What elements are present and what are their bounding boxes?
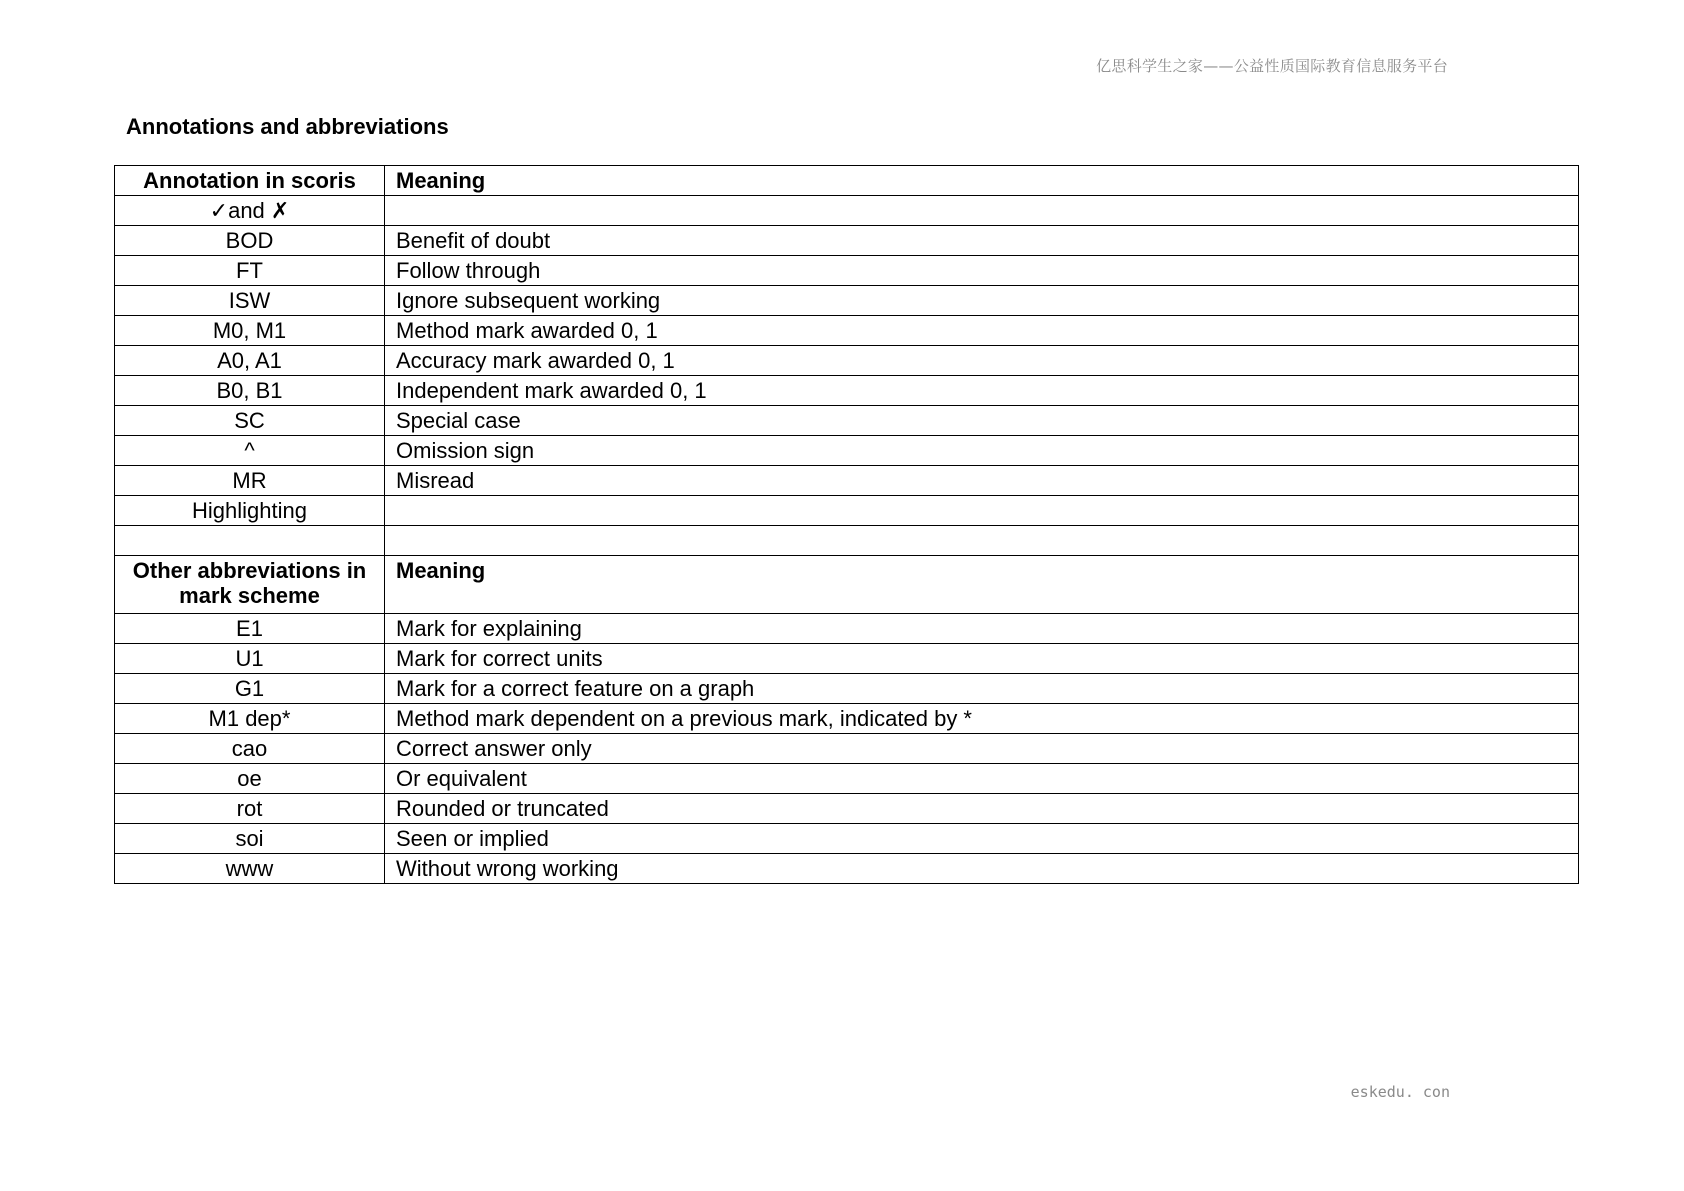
annotation-code: M0, M1 [115, 316, 385, 346]
abbreviation-meaning: Mark for correct units [385, 644, 1579, 674]
table-row [115, 764, 1579, 794]
abbreviation-code: oe [115, 764, 385, 794]
table-row-blank [115, 526, 1579, 556]
table-row [115, 316, 1579, 346]
annotation-meaning: Follow through [385, 256, 1579, 286]
abbreviation-meaning: Or equivalent [385, 764, 1579, 794]
annotation-code: B0, B1 [115, 376, 385, 406]
other-header-row [115, 556, 1579, 614]
table-row [115, 196, 1579, 226]
table-row [115, 704, 1579, 734]
table-row [115, 614, 1579, 644]
annotation-meaning: Benefit of doubt [385, 226, 1579, 256]
abbreviation-meaning: Seen or implied [385, 824, 1579, 854]
abbreviation-code: cao [115, 734, 385, 764]
annotation-meaning [385, 526, 1579, 556]
abbreviation-code: www [115, 854, 385, 884]
annotation-meaning: Special case [385, 406, 1579, 436]
annotation-code: MR [115, 466, 385, 496]
annotation-code: SC [115, 406, 385, 436]
abbreviation-meaning: Without wrong working [385, 854, 1579, 884]
page-title: Annotations and abbreviations [126, 114, 449, 139]
table-row [115, 644, 1579, 674]
abbreviations-table [114, 165, 1579, 884]
annotation-code: FT [115, 256, 385, 286]
abbreviation-meaning: Mark for a correct feature on a graph [385, 674, 1579, 704]
annotation-code: ISW [115, 286, 385, 316]
annotation-meaning: Independent mark awarded 0, 1 [385, 376, 1579, 406]
abbreviation-code: G1 [115, 674, 385, 704]
table-row [115, 286, 1579, 316]
abbreviation-code: rot [115, 794, 385, 824]
annotation-meaning: Ignore subsequent working [385, 286, 1579, 316]
header-other-abbreviations [115, 556, 385, 614]
footer-watermark: eskedu. con [1350, 1083, 1450, 1101]
abbreviation-code: soi [115, 824, 385, 854]
table-row [115, 466, 1579, 496]
table-row [115, 346, 1579, 376]
table-row [115, 854, 1579, 884]
table-row [115, 376, 1579, 406]
table-row [115, 794, 1579, 824]
annotation-meaning: Accuracy mark awarded 0, 1 [385, 346, 1579, 376]
table-row [115, 674, 1579, 704]
table-row [115, 256, 1579, 286]
table-row [115, 406, 1579, 436]
abbreviation-meaning: Rounded or truncated [385, 794, 1579, 824]
annotation-meaning: Omission sign [385, 436, 1579, 466]
annotation-code: BOD [115, 226, 385, 256]
abbreviation-meaning: Method mark dependent on a previous mark, indicated by * [385, 704, 1579, 734]
header-watermark: 亿思科学生之家——公益性质国际教育信息服务平台 [1096, 57, 1448, 75]
annotation-code: A0, A1 [115, 346, 385, 376]
table-row [115, 734, 1579, 764]
table-row [115, 824, 1579, 854]
annotation-meaning: Method mark awarded 0, 1 [385, 316, 1579, 346]
abbreviation-code: E1 [115, 614, 385, 644]
annotation-meaning: Misread [385, 466, 1579, 496]
annotation-code: Highlighting [115, 496, 385, 526]
header-other-meaning: Meaning [385, 556, 1579, 614]
abbreviation-meaning: Correct answer only [385, 734, 1579, 764]
header-other-line1: Other abbreviations in [132, 558, 367, 583]
annotation-code [115, 526, 385, 556]
table-row [115, 496, 1579, 526]
abbreviation-meaning: Mark for explaining [385, 614, 1579, 644]
table-row [115, 226, 1579, 256]
header-annotation: Annotation in scoris [115, 166, 385, 196]
annotation-code: ✓and ✗ [115, 196, 385, 226]
header-meaning: Meaning [385, 166, 1579, 196]
table-row [115, 436, 1579, 466]
table-header-row [115, 166, 1579, 196]
abbreviation-code: M1 dep* [115, 704, 385, 734]
header-other-line2: mark scheme [179, 583, 320, 608]
annotation-code: ^ [115, 436, 385, 466]
annotation-meaning [385, 496, 1579, 526]
annotation-meaning [385, 196, 1579, 226]
abbreviation-code: U1 [115, 644, 385, 674]
